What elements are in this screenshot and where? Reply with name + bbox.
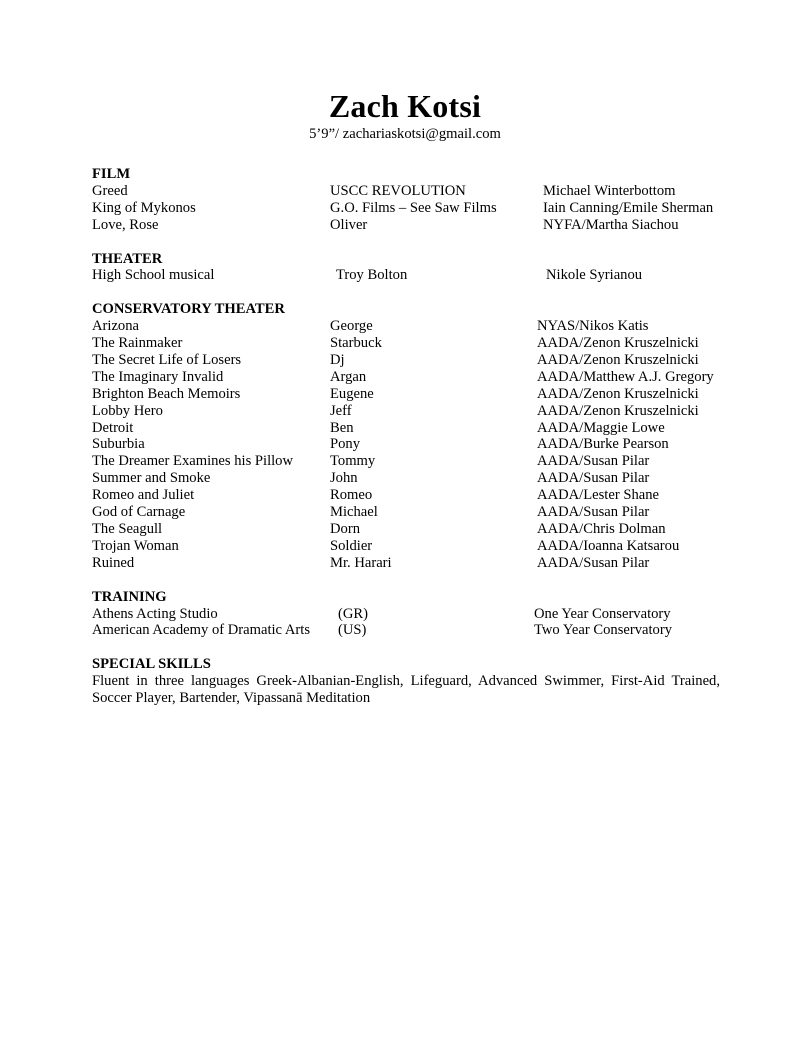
- credit-cell: Love, Rose: [92, 216, 159, 233]
- credit-cell: (US): [338, 622, 367, 639]
- credit-cell: AADA/Matthew A.J. Gregory: [537, 368, 714, 385]
- credit-cell: God of Carnage: [92, 504, 186, 521]
- credit-row: [92, 420, 720, 437]
- film-credit-rows: [92, 183, 720, 234]
- credit-row: [92, 504, 720, 521]
- credit-cell: Two Year Conservatory: [534, 622, 673, 639]
- credit-row: [92, 318, 720, 335]
- credit-cell: AADA/Chris Dolman: [537, 521, 666, 537]
- credit-cell: High School musical: [92, 267, 215, 284]
- credit-cell: King of Mykonos: [92, 199, 196, 216]
- credit-cell: NYFA/Martha Siachou: [543, 216, 679, 233]
- credit-cell: Iain Canning/Emile Sherman: [543, 199, 714, 216]
- section-conservatory-theater: [92, 301, 720, 572]
- resume-title: Zach Kotsi: [328, 88, 482, 124]
- section-heading-special-skills: SPECIAL SKILLS: [92, 656, 211, 673]
- credit-cell: AADA/Lester Shane: [537, 487, 659, 504]
- credit-cell: Greed: [92, 182, 128, 199]
- credit-row: [92, 386, 720, 403]
- section-heading-theater: THEATER: [92, 250, 163, 267]
- credit-cell: The Seagull: [92, 521, 163, 537]
- credit-cell: NYAS/Nikos Katis: [537, 318, 649, 335]
- credit-cell: Suburbia: [92, 436, 145, 453]
- section-heading-conservatory: CONSERVATORY THEATER: [92, 301, 285, 318]
- credit-cell: Romeo: [330, 487, 373, 504]
- credit-cell: AADA/Zenon Kruszelnicki: [537, 335, 699, 352]
- credit-cell: Ben: [330, 419, 354, 436]
- conservatory-credit-rows: [92, 318, 720, 572]
- credit-cell: Michael: [330, 504, 378, 521]
- credit-cell: AADA/Susan Pilar: [537, 470, 650, 487]
- credit-cell: Nikole Syrianou: [546, 267, 643, 284]
- credit-cell: (GR): [338, 605, 368, 622]
- credit-cell: The Dreamer Examines his Pillow: [92, 453, 294, 470]
- credit-cell: Trojan Woman: [92, 537, 179, 554]
- credit-row: [92, 200, 720, 217]
- credit-cell: Jeff: [330, 402, 352, 419]
- credit-cell: Romeo and Juliet: [92, 487, 195, 504]
- section-special-skills: [92, 656, 720, 707]
- credit-cell: Tommy: [330, 453, 376, 470]
- credit-row: [92, 453, 720, 470]
- theater-credit-rows: [92, 267, 720, 284]
- credit-cell: Lobby Hero: [92, 402, 163, 419]
- credit-cell: The Secret Life of Losers: [92, 351, 242, 368]
- credit-row: [92, 183, 720, 200]
- credit-cell: Summer and Smoke: [92, 470, 211, 487]
- credit-cell: USCC REVOLUTION: [330, 182, 466, 199]
- credit-row: [92, 335, 720, 352]
- credit-row: [92, 369, 720, 386]
- section-heading-film: FILM: [92, 166, 131, 182]
- credit-cell: Starbuck: [330, 335, 382, 352]
- credit-row: [92, 622, 720, 639]
- credit-row: [92, 352, 720, 369]
- special-skills-line-1: Fluent in three languages Greek-Albanian-English, Lifeguard, Advanced Swimmer, First-Aid Trained,: [92, 673, 720, 690]
- credit-cell: Mr. Harari: [330, 554, 392, 571]
- credit-row: [92, 606, 720, 623]
- credit-cell: AADA/Zenon Kruszelnicki: [537, 351, 699, 368]
- credit-cell: Eugene: [330, 385, 374, 402]
- credit-cell: Brighton Beach Memoirs: [92, 385, 241, 402]
- credit-row: [92, 555, 720, 572]
- credit-cell: Argan: [330, 368, 367, 385]
- credit-cell: Troy Bolton: [336, 267, 408, 284]
- credit-cell: One Year Conservatory: [534, 605, 671, 622]
- credit-cell: AADA/Susan Pilar: [537, 453, 650, 470]
- credit-cell: The Imaginary Invalid: [92, 368, 224, 385]
- credit-row: [92, 403, 720, 420]
- section-heading-training: TRAINING: [92, 588, 167, 605]
- section-film: [92, 166, 720, 234]
- credit-cell: The Rainmaker: [92, 335, 183, 352]
- special-skills-line-2: Soccer Player, Bartender, Vipassanā Meditation: [92, 690, 371, 707]
- credit-cell: Michael Winterbottom: [543, 182, 676, 199]
- credit-cell: American Academy of Dramatic Arts: [92, 622, 311, 639]
- credit-cell: George: [330, 318, 373, 335]
- credit-row: [92, 521, 720, 538]
- contact-line: 5’9”/ zachariaskotsi@gmail.com: [309, 126, 501, 142]
- credit-cell: Dorn: [330, 521, 360, 537]
- credit-row: [92, 267, 720, 284]
- credit-cell: Pony: [330, 436, 361, 453]
- credit-row: [92, 217, 720, 234]
- credit-cell: AADA/Maggie Lowe: [537, 419, 665, 436]
- credit-row: [92, 436, 720, 453]
- credit-row: [92, 487, 720, 504]
- credit-row: [92, 470, 720, 487]
- credit-cell: Soldier: [330, 537, 373, 554]
- credit-cell: G.O. Films – See Saw Films: [330, 199, 497, 216]
- credit-cell: AADA/Burke Pearson: [537, 436, 669, 453]
- credit-cell: Detroit: [92, 419, 134, 436]
- credit-cell: AADA/Ioanna Katsarou: [537, 537, 680, 554]
- credit-cell: Oliver: [330, 216, 368, 233]
- section-training: [92, 589, 720, 640]
- credit-cell: Arizona: [92, 318, 140, 335]
- credit-cell: AADA/Susan Pilar: [537, 554, 650, 571]
- credit-row: [92, 538, 720, 555]
- training-rows: [92, 606, 720, 640]
- credit-cell: AADA/Zenon Kruszelnicki: [537, 385, 699, 402]
- credit-cell: Dj: [330, 351, 345, 368]
- credit-cell: AADA/Zenon Kruszelnicki: [537, 402, 699, 419]
- credit-cell: John: [330, 470, 358, 487]
- credit-cell: Athens Acting Studio: [92, 605, 218, 622]
- credit-cell: Ruined: [92, 554, 135, 571]
- credit-cell: AADA/Susan Pilar: [537, 504, 650, 521]
- section-theater: [92, 251, 720, 285]
- resume-body: [92, 166, 720, 707]
